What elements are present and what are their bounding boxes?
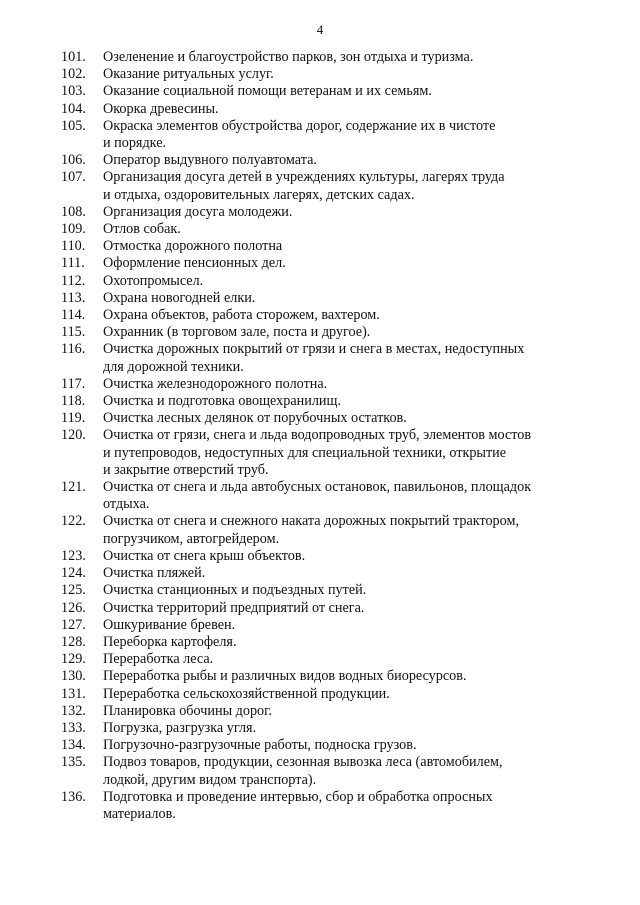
list-item-number: 102. (61, 66, 86, 83)
list-item (61, 634, 601, 651)
list-item-number: 108. (61, 203, 86, 220)
list-item-number: 113. (61, 289, 86, 306)
list-item (61, 118, 601, 152)
list-item-number: 131. (61, 685, 86, 702)
list-item-text: Очистка территорий предприятий от снега. (103, 599, 365, 616)
list-item-text: Охрана объектов, работа сторожем, вахтером. (103, 307, 380, 324)
list-item (61, 703, 601, 720)
list-item-number: 103. (61, 83, 86, 100)
list-item-number: 121. (61, 479, 86, 496)
list-item-text: Организация досуга детей в учреждениях культуры, лагерях труда и отдыха, оздоровительных лагерях, детских садах. (103, 169, 505, 203)
list-item (61, 324, 601, 341)
list-item-text: Подготовка и проведение интервью, сбор и обработка опросных материалов. (103, 788, 493, 822)
page-number: 4 (316, 22, 324, 37)
list-item-text: Очистка дорожных покрытий от грязи и снега в местах, недоступных для дорожной техники. (103, 341, 525, 375)
list-item-text: Охрана новогодней елки. (103, 289, 256, 306)
list-item (61, 720, 601, 737)
list-item-text: Переработка сельскохозяйственной продукции. (103, 685, 390, 702)
list-item-text: Очистка железнодорожного полотна. (103, 375, 328, 392)
list-item (61, 273, 601, 290)
list-item (61, 49, 601, 66)
list-item (61, 427, 601, 479)
list-item (61, 548, 601, 565)
list-item-number: 104. (61, 100, 86, 117)
list-item-number: 105. (61, 117, 86, 134)
list-item-number: 122. (61, 513, 86, 530)
list-item-text: Очистка станционных и подъездных путей. (103, 582, 367, 599)
list-item-number: 106. (61, 152, 86, 169)
list-item-text: Организация досуга молодежи. (103, 203, 293, 220)
list-item-number: 116. (61, 341, 86, 358)
list-item (61, 617, 601, 634)
list-item (61, 479, 601, 513)
list-item-text: Очистка от снега и льда автобусных остановок, павильонов, площадок отдыха. (103, 479, 532, 513)
list-item (61, 290, 601, 307)
list-item-number: 111. (61, 255, 85, 272)
list-item-text: Окорка древесины. (103, 100, 219, 117)
list-item (61, 307, 601, 324)
list-item-text: Окраска элементов обустройства дорог, содержание их в чистоте и порядке. (103, 117, 496, 152)
list-item-text: Погрузочно-разгрузочные работы, подноска грузов. (103, 737, 417, 754)
list-item-text: Охранник (в торговом зале, поста и другое). (103, 324, 371, 341)
list-item-number: 123. (61, 547, 86, 564)
list-item-number: 134. (61, 737, 86, 754)
list-item-text: Ошкуривание бревен. (103, 616, 236, 633)
list-item-number: 112. (61, 272, 86, 289)
numbered-list (61, 49, 601, 823)
list-item (61, 789, 601, 823)
list-item-text: Оформление пенсионных дел. (103, 255, 286, 272)
list-item-number: 101. (61, 49, 86, 65)
list-item (61, 600, 601, 617)
list-item (61, 238, 601, 255)
list-item (61, 66, 601, 83)
list-item-number: 114. (61, 307, 86, 324)
list-item-text: Очистка пляжей. (103, 565, 206, 582)
list-item-text: Переработка леса. (103, 651, 214, 668)
list-item-text: Оператор выдувного полуавтомата. (103, 152, 317, 169)
list-item (61, 582, 601, 599)
list-item-number: 120. (61, 427, 86, 444)
list-item (61, 754, 601, 788)
list-item-text: Отлов собак. (103, 221, 181, 238)
list-item (61, 169, 601, 203)
list-item-text: Переработка рыбы и различных видов водных биоресурсов. (103, 668, 467, 685)
list-item (61, 686, 601, 703)
list-item (61, 204, 601, 221)
list-item-number: 135. (61, 754, 86, 771)
list-item-number: 136. (61, 788, 86, 805)
list-item (61, 83, 601, 100)
list-item-text: Погрузка, разгрузка угля. (103, 719, 257, 736)
list-item (61, 565, 601, 582)
list-item (61, 101, 601, 118)
list-item-text: Очистка лесных делянок от порубочных остатков. (103, 410, 407, 427)
list-item-number: 117. (61, 375, 86, 392)
list-item (61, 376, 601, 393)
list-item-text: Озеленение и благоустройство парков, зон отдыха и туризма. (103, 49, 474, 65)
list-item-number: 115. (61, 324, 86, 341)
list-item (61, 651, 601, 668)
list-item-number: 124. (61, 565, 86, 582)
list-item (61, 152, 601, 169)
list-item-number: 127. (61, 616, 86, 633)
list-item-text: Оказание ритуальных услуг. (103, 66, 274, 83)
list-item-number: 133. (61, 719, 86, 736)
list-item-text: Очистка от грязи, снега и льда водопроводных труб, элементов мостов и путепроводов, недоступных для специальной техники, открытие и закрытие отверстий труб. (103, 427, 532, 478)
list-item-text: Охотопромысел. (103, 272, 204, 289)
list-item-number: 130. (61, 668, 86, 685)
list-item-number: 109. (61, 221, 86, 238)
list-item-text: Подвоз товаров, продукции, сезонная вывозка леса (автомобилем, лодкой, другим видом транспорта). (103, 754, 503, 788)
list-item-text: Планировка обочины дорог. (103, 702, 272, 719)
list-item-text: Оказание социальной помощи ветеранам и их семьям. (103, 83, 432, 100)
list-item-number: 126. (61, 599, 86, 616)
list-item-number: 110. (61, 238, 86, 255)
list-item-text: Очистка и подготовка овощехранилищ. (103, 393, 341, 410)
list-item-text: Очистка от снега крыш объектов. (103, 547, 306, 564)
list-item (61, 393, 601, 410)
list-item-text: Отмостка дорожного полотна (103, 238, 283, 255)
list-item (61, 668, 601, 685)
list-item-text: Переборка картофеля. (103, 633, 237, 650)
list-item (61, 255, 601, 272)
list-item (61, 410, 601, 427)
list-item (61, 221, 601, 238)
list-item-number: 118. (61, 393, 86, 410)
list-item-number: 129. (61, 651, 86, 668)
list-item-text: Очистка от снега и снежного наката дорожных покрытий трактором, погрузчиком, автогрейдером. (103, 513, 520, 547)
list-item-number: 107. (61, 169, 86, 186)
list-item (61, 341, 601, 375)
list-item-number: 125. (61, 582, 86, 599)
list-item-number: 128. (61, 633, 86, 650)
list-item (61, 513, 601, 547)
list-item (61, 737, 601, 754)
list-item-number: 119. (61, 410, 86, 427)
list-item-number: 132. (61, 702, 86, 719)
